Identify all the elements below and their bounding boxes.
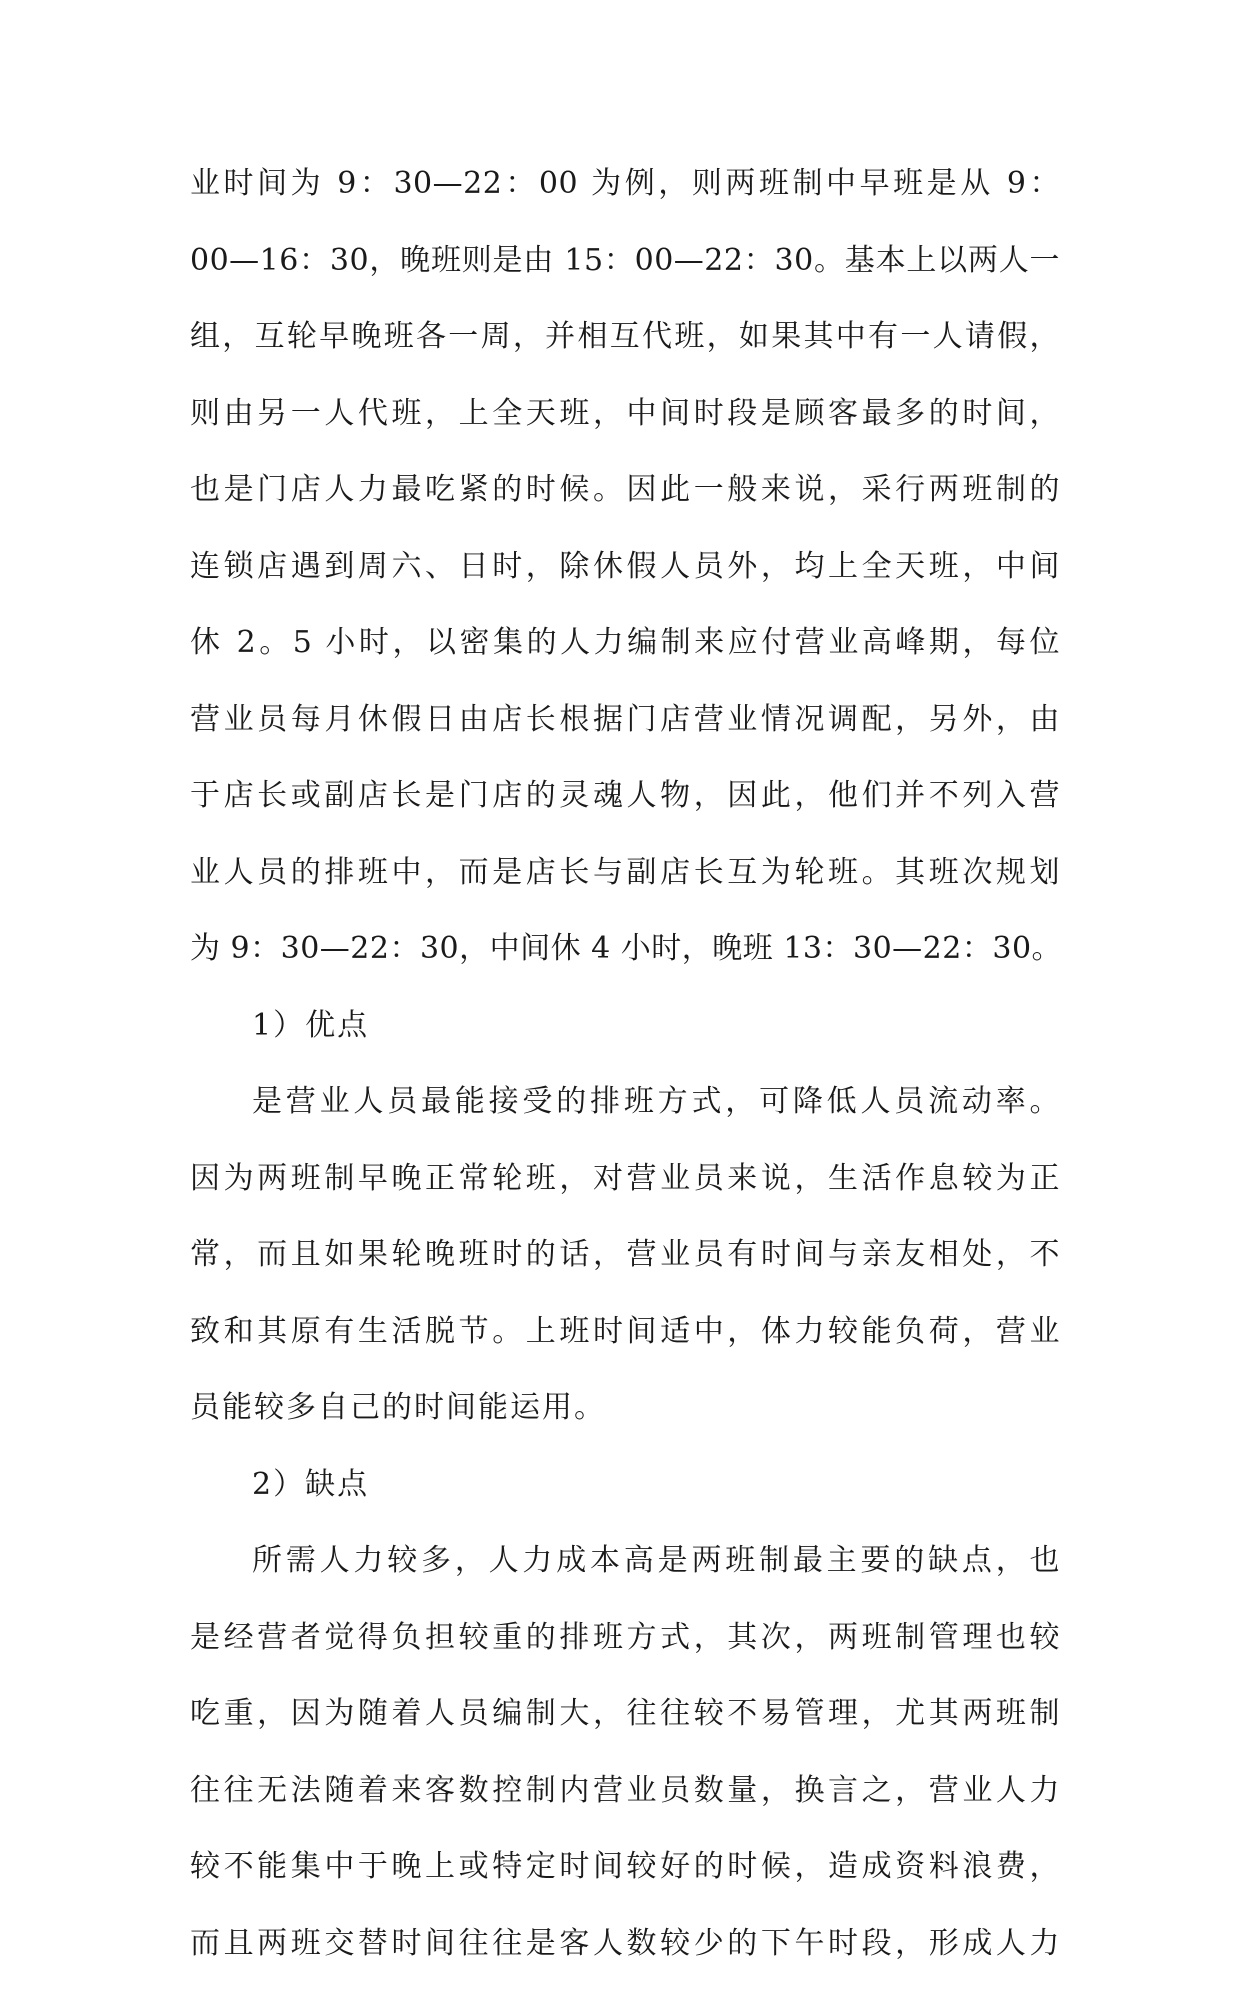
text-line: 致和其原有生活脱节。上班时间适中，体力较能负荷，营业 (190, 1313, 1060, 1349)
text-line: 于店长或副店长是门店的灵魂人物，因此，他们并不列入营 (190, 778, 1060, 813)
text-line: 所需人力较多，人力成本高是两班制最主要的缺点，也 (252, 1543, 1060, 1578)
text-line: 往往无法随着来客数控制内营业员数量，换言之，营业人力 (190, 1772, 1060, 1808)
text-line: 也是门店人力最吃紧的时候。因此一般来说，采行两班制的 (190, 472, 1060, 507)
text-line: 营业员每月休假日由店长根据门店营业情况调配，另外，由 (190, 701, 1060, 737)
text-line: 连锁店遇到周六、日时，除休假人员外，均上全天班，中间 (190, 548, 1060, 584)
text-line: 是经营者觉得负担较重的排班方式，其次，两班制管理也较 (190, 1619, 1060, 1655)
text-line: 员能较多自己的时间能运用。 (190, 1390, 606, 1425)
text-line: 则由另一人代班，上全天班，中间时段是顾客最多的时间， (190, 395, 1060, 431)
text-line: 吃重，因为随着人员编制大，往往较不易管理，尤其两班制 (190, 1696, 1060, 1731)
text-line: 因为两班制早晚正常轮班，对营业员来说，生活作息较为正 (190, 1160, 1060, 1196)
body-text (190, 165, 1063, 2001)
text-line: 为 9：30—22：30，中间休 4 小时，晚班 13：30—22：30。 (190, 931, 1063, 966)
text-line: 是营业人员最能接受的排班方式，可降低人员流动率。 (252, 1084, 1060, 1119)
text-line: 常，而且如果轮晚班时的话，营业员有时间与亲友相处，不 (190, 1237, 1060, 1272)
section-heading-advantages: 1）优点 (252, 1007, 370, 1043)
text-line: 00—16：30，晚班则是由 15：00—22：30。基本上以两人一 (190, 242, 1060, 278)
section-heading-disadvantages: 2）缺点 (252, 1466, 370, 1502)
text-line: 组，互轮早晚班各一周，并相互代班，如果其中有一人请假， (190, 319, 1060, 354)
text-line: 休 2。5 小时，以密集的人力编制来应付营业高峰期，每位 (190, 625, 1060, 660)
text-line: 而且两班交替时间往往是客人数较少的下午时段，形成人力 (190, 1925, 1060, 1961)
text-line: 业人员的排班中，而是店长与副店长互为轮班。其班次规划 (190, 854, 1060, 890)
text-line: 较不能集中于晚上或特定时间较好的时候，造成资料浪费， (190, 1849, 1060, 1884)
text-line: 业时间为 9：30—22：00 为例，则两班制中早班是从 9： (190, 166, 1060, 201)
